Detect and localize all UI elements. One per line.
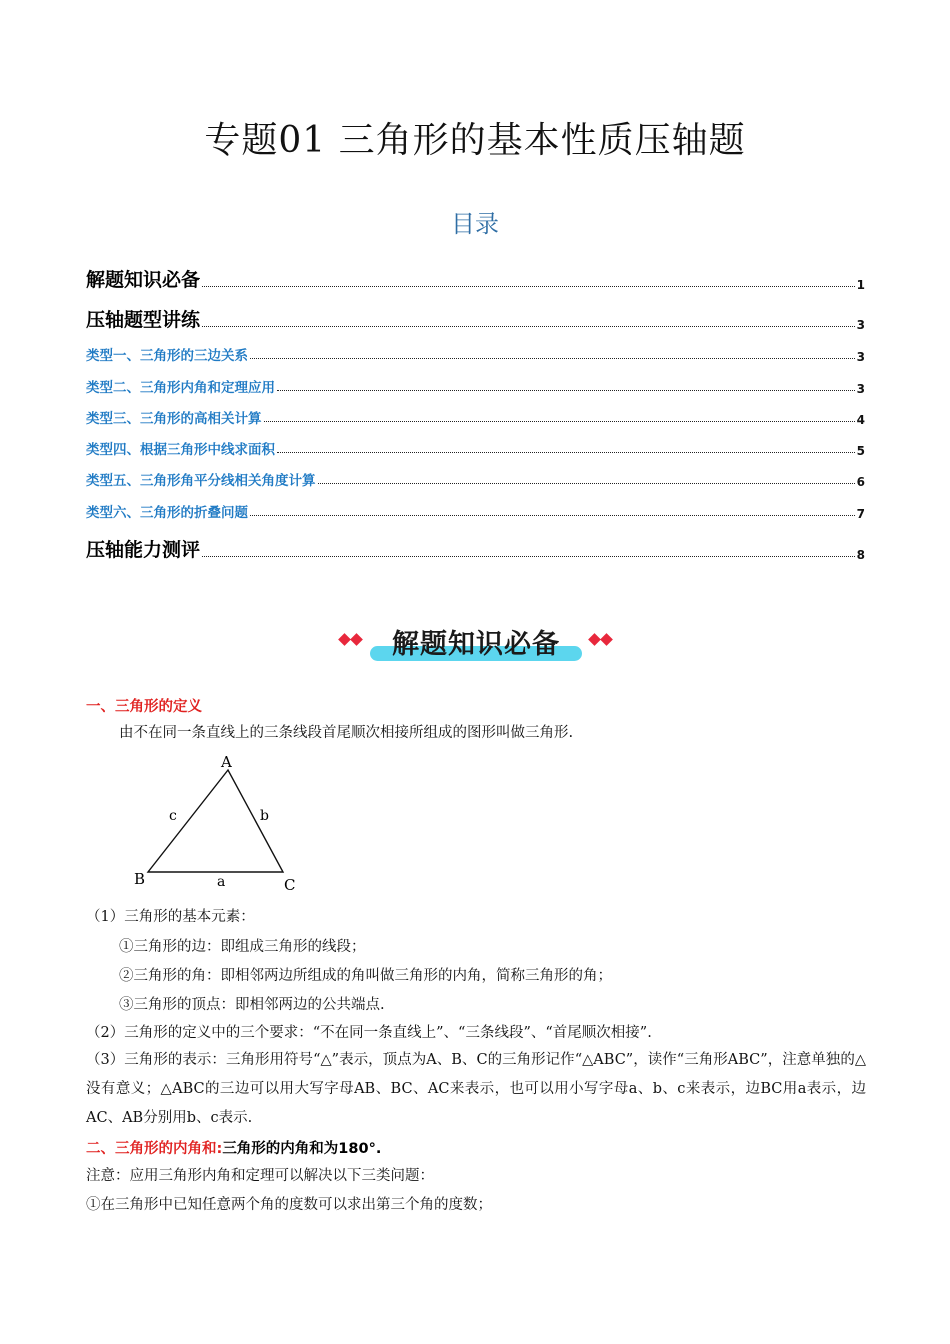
- side-label-c: c: [169, 808, 177, 824]
- toc-item-label: 类型五、三角形角平分线相关角度计算: [86, 473, 316, 489]
- elements-title: （1）三角形的基本元素：: [86, 909, 255, 925]
- angle-sum-statement: 三角形的内角和为180°.: [222, 1141, 382, 1157]
- toc-leader: [264, 421, 855, 422]
- toc-item-page: 3: [856, 350, 865, 364]
- toc-leader: [202, 326, 855, 327]
- element-item: ②三角形的角：即相邻两边所组成的角叫做三角形的内角，简称三角形的角；: [119, 968, 612, 984]
- section-heading-angle-sum-label: 二、三角形的内角和:: [86, 1141, 223, 1157]
- diamond-icon: [338, 633, 351, 646]
- vertex-label-b: B: [134, 870, 146, 888]
- note-text: 注意：应用三角形内角和定理可以解决以下三类问题：: [86, 1168, 434, 1184]
- section-heading-definition: 一、三角形的定义: [86, 699, 202, 715]
- section-banner: [336, 620, 616, 668]
- toc-item-label: 类型二、三角形内角和定理应用: [86, 380, 275, 396]
- toc-item-label: 类型四、根据三角形中线求面积: [86, 442, 275, 458]
- toc-leader: [277, 452, 855, 453]
- toc-item[interactable]: [86, 376, 865, 396]
- toc-item[interactable]: [86, 535, 865, 562]
- diamond-icon: [600, 633, 613, 646]
- toc-item-label: 压轴能力测评: [86, 539, 201, 561]
- toc-leader: [202, 286, 855, 287]
- toc-item-label: 类型六、三角形的折叠问题: [86, 505, 248, 521]
- toc-item-page: 5: [856, 444, 865, 458]
- side-label-b: b: [260, 808, 269, 824]
- toc-item-page: 3: [856, 382, 865, 396]
- toc-item[interactable]: [86, 501, 865, 521]
- element-item: ①三角形的边：即组成三角形的线段；: [119, 939, 366, 955]
- toc-item-label: 类型三、三角形的高相关计算: [86, 411, 262, 427]
- toc-leader: [202, 556, 855, 557]
- toc-item-label: 压轴题型讲练: [86, 309, 201, 331]
- requirements-text: （2）三角形的定义中的三个要求：“不在同一条直线上”、“三条线段”、“首尾顺次相接”.: [86, 1025, 652, 1041]
- banner-title: 解题知识必备: [392, 629, 560, 660]
- toc-item[interactable]: [86, 344, 865, 364]
- notation-text: （3）三角形的表示：三角形用符号“△”表示，顶点为A、B、C的三角形记作“△ABC”，读作“三角形ABC”，注意单独的△没有意义；△ABC的三边可以用大写字母AB、BC、AC来表示，也可以用小写字母a、b、c来表示，边BC用a表示，边AC、AB分别用b、c表示.: [86, 1052, 866, 1126]
- toc-leader: [250, 515, 855, 516]
- diamond-icon: [350, 633, 363, 646]
- toc-item[interactable]: [86, 305, 865, 332]
- toc-item[interactable]: [86, 407, 865, 427]
- definition-text: 由不在同一条直线上的三条线段首尾顺次相接所组成的图形叫做三角形.: [119, 725, 574, 741]
- toc-leader: [250, 358, 855, 359]
- toc-item-page: 8: [856, 548, 865, 562]
- toc-item[interactable]: [86, 265, 865, 292]
- toc-item-page: 1: [856, 278, 865, 292]
- toc-item-page: 6: [856, 475, 865, 489]
- element-item: ③三角形的顶点：即相邻两边的公共端点.: [119, 997, 385, 1013]
- toc-item[interactable]: [86, 438, 865, 458]
- toc-item-label: 类型一、三角形的三边关系: [86, 348, 248, 364]
- toc-heading: 目录: [451, 210, 499, 238]
- toc-item-page: 7: [856, 507, 865, 521]
- vertex-label-c: C: [284, 876, 296, 894]
- document-title: 专题01 三角形的基本性质压轴题: [204, 120, 746, 161]
- toc-item-page: 4: [856, 413, 865, 427]
- toc-item[interactable]: [86, 469, 865, 489]
- toc-item-label: 解题知识必备: [86, 269, 201, 291]
- triangle-figure: [128, 750, 308, 900]
- section-heading-angle-sum: [86, 1137, 381, 1158]
- side-label-a: a: [217, 874, 226, 890]
- diamond-icon: [588, 633, 601, 646]
- toc-item-page: 3: [856, 318, 865, 332]
- vertex-label-a: A: [221, 753, 232, 771]
- toc-leader: [277, 390, 855, 391]
- note-item: ①在三角形中已知任意两个角的度数可以求出第三个角的度数；: [86, 1197, 492, 1213]
- toc-leader: [318, 483, 855, 484]
